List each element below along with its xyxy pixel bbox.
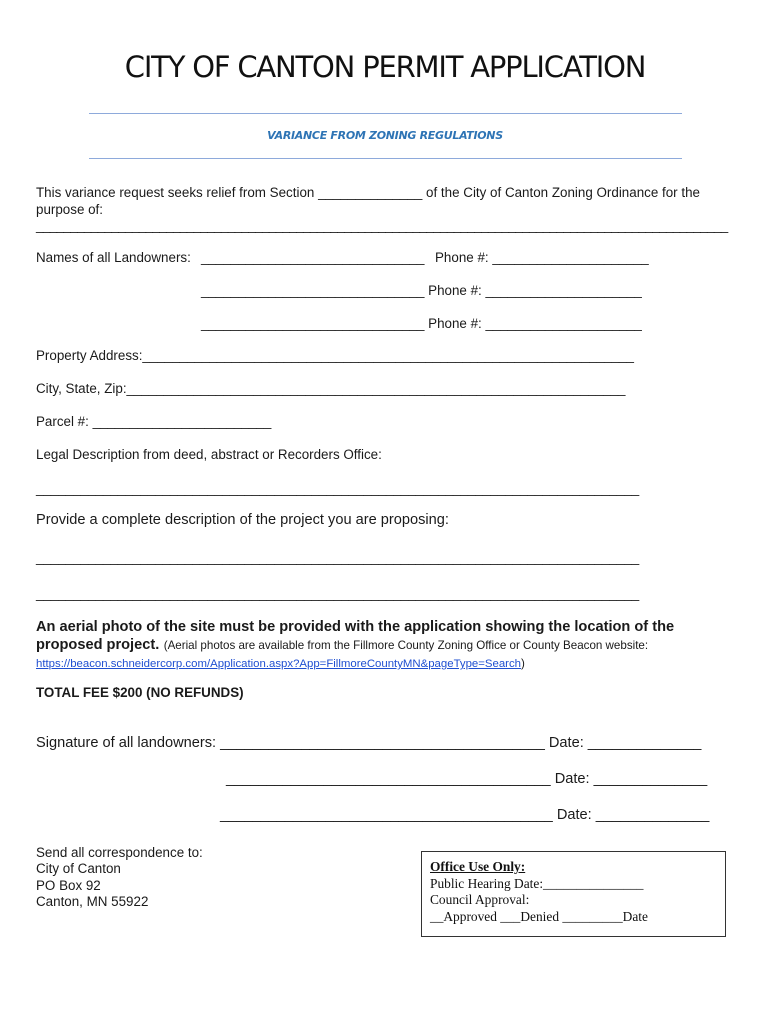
landowner-phone-field-1[interactable]: Phone #: _____________________ bbox=[435, 250, 649, 265]
intro-line-1: This variance request seeks relief from Section ______________ of the City of Canton Zoning Ordinance for the bbox=[36, 185, 700, 200]
aerial-note: (Aerial photos are available from the Fillmore County Zoning Office or County Beacon website: bbox=[163, 639, 649, 652]
page-subtitle: VARIANCE FROM ZONING REGULATIONS bbox=[267, 129, 503, 142]
landowners-label: Names of all Landowners: bbox=[36, 250, 191, 265]
aerial-close-paren: ) bbox=[521, 657, 525, 670]
parcel-field[interactable]: Parcel #: ________________________ bbox=[36, 414, 272, 429]
legal-description-field[interactable]: _________________________________________________________________________________ bbox=[36, 481, 640, 496]
property-address-field[interactable]: Property Address:__________________________________________________________________ bbox=[36, 348, 634, 363]
office-use-header: Office Use Only: bbox=[430, 859, 526, 874]
correspondence-name: City of Canton bbox=[36, 861, 121, 876]
city-state-zip-field[interactable]: City, State, Zip:___________________________________________________________________ bbox=[36, 381, 626, 396]
signature-line-2[interactable]: ________________________________________ Date: ______________ bbox=[226, 771, 708, 787]
landowner-row-2[interactable]: ______________________________ Phone #: _____________________ bbox=[201, 283, 642, 298]
beacon-link[interactable]: https://beacon.schneidercorp.com/Application.aspx?App=FillmoreCountyMN&pageType=Search bbox=[36, 658, 522, 670]
purpose-field[interactable]: _____________________________________________________________________________________________________ bbox=[36, 218, 728, 233]
aerial-requirement-bold: proposed project. bbox=[36, 637, 160, 653]
signature-line-1[interactable]: Signature of all landowners: ________________________________________ Date: ______________ bbox=[36, 735, 702, 751]
aerial-requirement-line-2 bbox=[36, 636, 648, 654]
project-description-label: Provide a complete description of the project you are proposing: bbox=[36, 512, 449, 528]
council-approval-label: Council Approval: bbox=[430, 892, 530, 907]
total-fee: TOTAL FEE $200 (NO REFUNDS) bbox=[36, 685, 244, 700]
page-title: CITY OF CANTON PERMIT APPLICATION bbox=[124, 50, 646, 84]
signature-line-3[interactable]: _________________________________________ Date: ______________ bbox=[220, 807, 710, 823]
aerial-link-line bbox=[36, 654, 525, 672]
landowner-row-3[interactable]: ______________________________ Phone #: _____________________ bbox=[201, 316, 642, 331]
bottom-divider bbox=[89, 158, 682, 159]
project-description-field-2[interactable]: _________________________________________________________________________________ bbox=[36, 586, 640, 601]
office-use-box bbox=[421, 851, 726, 937]
legal-description-label: Legal Description from deed, abstract or Recorders Office: bbox=[36, 447, 382, 462]
correspondence-city: Canton, MN 55922 bbox=[36, 894, 149, 909]
correspondence-label: Send all correspondence to: bbox=[36, 845, 203, 860]
public-hearing-date-field[interactable]: Public Hearing Date:_______________ bbox=[430, 875, 644, 891]
approval-options[interactable]: __Approved ___Denied _________Date bbox=[430, 908, 648, 924]
top-divider bbox=[89, 113, 682, 114]
landowner-name-field-1[interactable]: ______________________________ bbox=[201, 250, 425, 265]
project-description-field-1[interactable]: _________________________________________________________________________________ bbox=[36, 550, 640, 565]
intro-line-2: purpose of: bbox=[36, 202, 103, 217]
correspondence-po-box: PO Box 92 bbox=[36, 878, 101, 893]
aerial-requirement-line-1: An aerial photo of the site must be provided with the application showing the location of the bbox=[36, 619, 675, 635]
